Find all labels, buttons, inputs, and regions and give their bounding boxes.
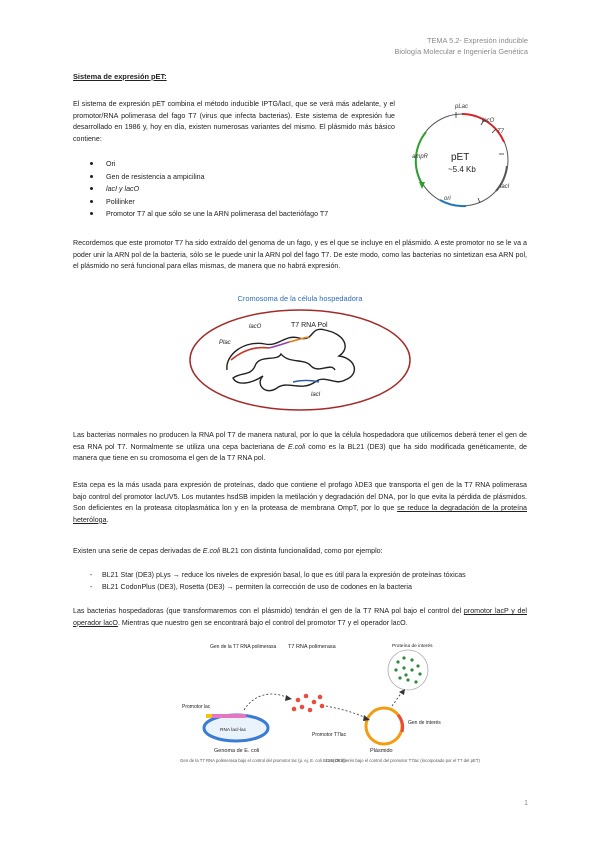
laco-label: lacO (249, 324, 262, 330)
t7-gene-label: Gen de la T7 RNA polimerasa (210, 644, 277, 650)
laci-label: lacI (500, 184, 510, 190)
text-run: . Mientras que nuestro gen se encontrará bajo el control del promotor T7 y el operador lacO. (117, 618, 408, 627)
lac-promoter-box (206, 714, 212, 718)
text-run: Las bacterias hospedadoras (que transformaremos con el plásmido) tendrán el gen de la T7 RNA pol bajo el control del (73, 607, 464, 615)
expression-arrow (244, 694, 288, 710)
list-item: Polilinker (90, 196, 328, 209)
list-item: - BL21 Star (DE3) pLys → reduce los niveles de expresión basal, lo que es útil para la expresión de proteínas tóxicas (90, 570, 530, 582)
laco-segment (269, 342, 289, 348)
promoter-paragraph: Recordemos que este promotor T7 ha sido extraído del genoma de un fago, y es el que se incluye en el plásmido. A este promotor no se le va a poder unir la ARN pol de la bacteria, sólo se le puede unir la ARN pol del fago T7. De este modo, como las bacterias no sintetizan esa ARN pol, el plásmido no será funcional para ellas mismas, de manera que no habrá expresión. (73, 239, 527, 271)
lac-promoter-segment (231, 348, 269, 361)
text-run: BL21 con distinta funcionalidad, como por ejemplo: (220, 547, 383, 555)
component-list (90, 158, 328, 221)
genome-inner-label: RNA lacl-lac (220, 728, 247, 733)
ampr-label: ampR (412, 154, 429, 160)
translation-arrow (392, 692, 402, 706)
t7-pol-label: T7 RNA Pol (291, 322, 328, 329)
induction-diagram (176, 640, 480, 768)
protein-cloud (388, 650, 428, 690)
left-caption: Gen de la T7 RNA polimerasa bajo el control del promotor lac (p. ej. E. coli BL21(DE3)) (180, 758, 346, 763)
strain-list (90, 570, 530, 593)
plac-label: Plac (219, 340, 231, 346)
underlined-text: promotor lacP y del operador lacO (73, 607, 527, 627)
lac-promoter-label: Promotor lac (182, 704, 211, 710)
species-name: E.coli (202, 547, 221, 555)
species-name: E.coli (287, 442, 306, 451)
plac-label: pLac (455, 104, 469, 110)
plasmid-size: ~5.4 Kb (448, 165, 476, 174)
pet-plasmid (366, 708, 402, 744)
arrowhead (399, 689, 405, 695)
header-topic: TEMA 5.2- Expresión inducible (426, 36, 528, 45)
list-item: Gen de resistencia a ampicilina (90, 171, 328, 184)
section-title: Sistema de expresión pET: (73, 72, 167, 81)
strains-intro (73, 546, 527, 558)
list-item: lacI y lacO (90, 183, 328, 196)
list-item: Promotor T7 al que sólo se une la ARN polimerasa del bacteriófago T7 (90, 208, 328, 221)
page-number: 1 (524, 800, 528, 807)
text-run: . (106, 515, 109, 524)
plasmid-label: Plásmido (370, 748, 393, 754)
underlined-text: se reduce la degradación de la proteína heteróloga (73, 504, 527, 524)
binding-arrow (326, 706, 366, 718)
chromosome-figure (185, 304, 415, 416)
text-run: como es la BL21 (DE3) que ha sido modificada genéticamente, de manera que tiene en su cromosoma el gen de la T7 RNA pol. (73, 442, 528, 463)
text-run: Existen una serie de cepas derivadas de (73, 547, 203, 555)
ring-tick (492, 129, 496, 133)
protein-label: Proteína de interés (392, 644, 433, 649)
genome-label: Genoma de E. coli (214, 748, 260, 754)
plasmid-name: pET (451, 152, 470, 163)
header-subject: Biología Molecular e Ingeniería Genética (394, 46, 528, 56)
chromosome-dna (227, 329, 355, 390)
laci-label: lacI (311, 392, 321, 398)
t7-polymerase-molecules (292, 694, 325, 713)
gene-of-interest-label: Gen de interés (408, 720, 441, 726)
host-control-paragraph (73, 606, 527, 629)
host-strain-paragraph (73, 430, 527, 465)
ori-label: ori (444, 196, 451, 202)
laco-label: lacO (482, 118, 495, 124)
t7lac-promoter-label: Promotor T7lac (312, 732, 347, 738)
t7-pol-label: T7 RNA polimerasa (288, 644, 336, 650)
text-run: Las bacterias normales no producen la RNA pol T7 de manera natural, por lo que la célula hospedadora que utilicemos deberá tener el gen de esa RNA pol T7. Normalmente se utiliza una cepa bacteriana de (73, 431, 527, 451)
bl21-paragraph (73, 480, 527, 526)
list-item: - BL21 CodonPlus (DE3), Rosetta (DE3) → permiten la corrección de uso de codones en la bacteria (90, 582, 530, 594)
text-run: Esta cepa es la más usada para expresión de proteínas, dado que contiene el profago λDE3 que transporta el gen de la T7 RNA polimerasa bajo control del promotor lacUV5. Los mutantes hsdSB impiden la metilación y degradación del DNA, por lo que evita la pérdida de plásmidos. Son deficientes en la proteasa citoplasmática lon y en la proteasa de membrana OmpT, por lo que (73, 481, 527, 513)
list-item: Ori (90, 158, 328, 171)
laci-segment (293, 381, 319, 383)
arrowhead (285, 695, 292, 701)
intro-paragraph: El sistema de expresión pET combina el método inducible IPTG/lacI, que se verá más adelante, y el promotor/RNA polimerasa del fago T7 (virus que infecta bacterias). Este sistema de expresión fue desarrollado en 1986 y, hoy en día, existen numerosas variantes del mismo. El plásmido más básico contiene: (73, 100, 395, 143)
t7-label: T7 (497, 129, 505, 135)
t7-pol-gene (212, 714, 246, 718)
plasmid-map (400, 96, 530, 221)
chromosome-figure-title: Cromosoma de la célula hospedadora (237, 294, 363, 303)
document-header (394, 36, 528, 57)
right-caption: Gen de interés bajo el control del promotor T7lac (incorporado por el T7 del pET) (326, 758, 480, 763)
